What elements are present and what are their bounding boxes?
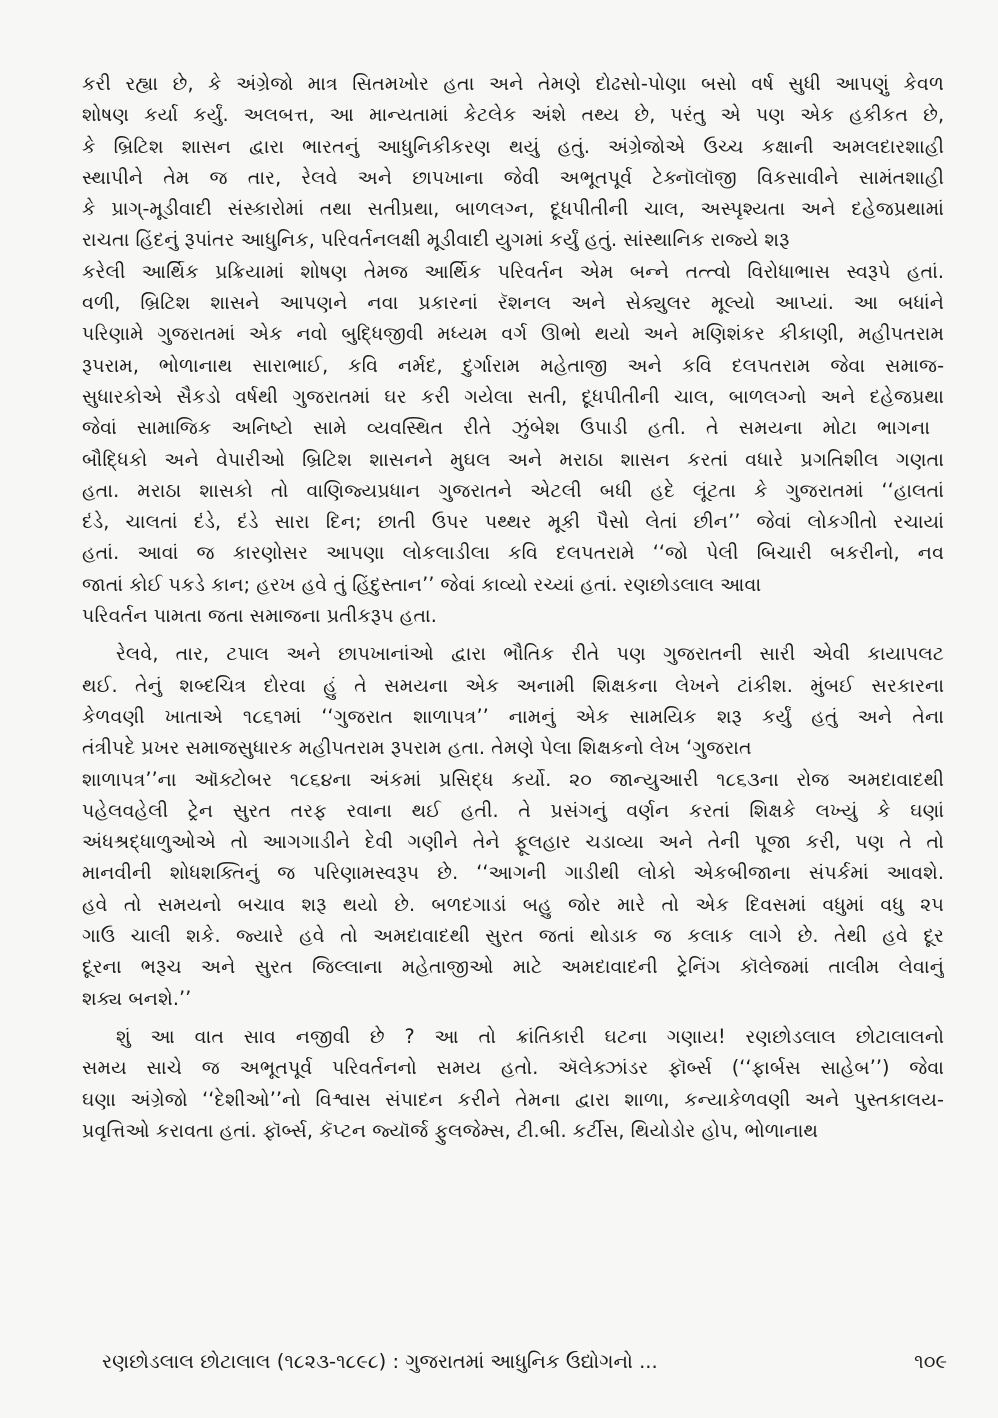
text-line: હતા. મરાઠા શાસકો તો વાણિજ્યપ્રધાન ગુજરાતને એટલી બધી હદે લૂંટતા કે ગુજરાતમાં ‘‘હાલતાં (82, 478, 944, 502)
text-line: તંત્રીપદે પ્રખર સમાજસુધારક મહીપતરામ રૂપરામ હતા. તેમણે પેલા શિક્ષકનો લેખ ‘ગુજરાત (82, 736, 752, 760)
paragraph (82, 638, 944, 1014)
text-line: કે પ્રાગ્-મૂડીવાદી સંસ્કારોમાં તથા સતીપ્રથા, બાળલગ્ન, દૂધપીતીની ચાલ, અસ્પૃશ્યતા અને દહેજપ્રથામાં (82, 197, 944, 221)
text-line: પ્રવૃત્તિઓ કરાવતા હતાં. ફૉર્બ્સ, કૅપ્ટન જ્યૉર્જ ફુલજેમ્સ, ટી.બી. કર્ટીસ, થિયોડોર હોપ, ભોળાનાથ (82, 1118, 819, 1142)
text-line: ઘણા અંગ્રેજો ‘‘દેશીઓ’’નો વિશ્વાસ સંપાદન કરીને તેમના દ્વારા શાળા, કન્યાકેળવણી અને પુસ્તકાલય- (82, 1087, 944, 1111)
text-line: જાતાં કોઈ પકડે કાન; હરખ હવે તું હિંદુસ્તાન’’ જેવાં કાવ્યો રચ્યાં હતાં. રણછોડલાલ આવા (82, 572, 762, 596)
paragraph (82, 68, 944, 631)
paragraph (82, 1021, 944, 1146)
text-line: અંધશ્રદ્ધાળુઓએ તો આગગાડીને દેવી ગણીને તેને ફૂલહાર ચડાવ્યા અને તેની પૂજા કરી, પણ તે તો (82, 830, 944, 854)
running-title: રણછોડલાલ છોટાલાલ (૧૮૨૩-૧૮૯૮) : ગુજરાતમાં આધુનિક ઉદ્યોગનો ... (102, 1350, 658, 1373)
text-line: દૂરના ભરૂચ અને સુરત જિલ્લાના મહેતાજીઓ માટે અમદાવાદની ટ્રેનિંગ કૉલેજમાં તાલીમ લેવાનું (82, 955, 944, 979)
text-line: કેળવણી ખાતાએ ૧૮૬૧માં ‘‘ગુજરાત શાળાપત્ર’’ નામનું એક સામયિક શરૂ કર્યું હતું અને તેના (82, 704, 944, 728)
text-line: ગાઉ ચાલી શકે. જ્યારે હવે તો અમદાવાદથી સુરત જતાં થોડાક જ કલાક લાગે છે. તેથી હવે દૂર (82, 924, 944, 948)
text-line: વળી, બ્રિટિશ શાસને આપણને નવા પ્રકારનાં રૅશનલ અને સેક્યુલર મૂલ્યો આપ્યાં. આ બધાંને (82, 291, 944, 315)
page-number: ૧૦૯ (914, 1350, 947, 1373)
text-line: પરિણામે ગુજરાતમાં એક નવો બુદ્ધિજીવી મધ્યમ વર્ગ ઊભો થયો અને મણિશંકર કીકાણી, મહીપતરામ (82, 322, 944, 346)
text-line: સમય સાચે જ અભૂતપૂર્વ પરિવર્તનનો સમય હતો. ઍલેક્ઝાંડર ફૉર્બ્સ (‘‘ફાર્બસ સાહેબ’’) જેવા (82, 1056, 944, 1080)
text-line: શોષણ કર્યા કર્યું. અલબત્ત, આ માન્યતામાં કેટલેક અંશે તથ્ય છે, પરંતુ એ પણ એક હકીકત છે, (82, 103, 944, 127)
text-line: શું આ વાત સાવ નજીવી છે ? આ તો ક્રાંતિકારી ઘટના ગણાય! રણછોડલાલ છોટાલાલનો (116, 1024, 944, 1048)
text-line: હતાં. આવાં જ કારણોસર આપણા લોકલાડીલા કવિ દલપતરામે ‘‘જો પેલી બિચારી બકરીનો, નવ (82, 541, 944, 565)
text-line: થઈ. તેનું શબ્દચિત્ર દોરવા હું તે સમયના એક અનામી શિક્ષકના લેખને ટાંકીશ. મુંબઈ સરકારના (82, 673, 944, 697)
text-line: રૂપરામ, ભોળાનાથ સારાભાઈ, કવિ નર્મદ, દુર્ગારામ મહેતાજી અને કવિ દલપતરામ જેવા સમાજ- (82, 353, 944, 377)
text-line: શાળાપત્ર’’ના ઑક્ટોબર ૧૮૬૪ના અંકમાં પ્રસિદ્ધ કર્યો. ૨૦ જાન્યુઆરી ૧૮૬૩ના રોજ અમદાવાદથી (82, 767, 944, 791)
text-line: જેવાં સામાજિક અનિષ્ટો સામે વ્યવસ્થિત રીતે ઝુંબેશ ઉપાડી હતી. તે સમયના મોટા ભાગના (82, 416, 931, 440)
text-line: માનવીની શોધશક્તિનું જ પરિણામસ્વરૂપ છે. ‘‘આગની ગાડીથી લોકો એકબીજાના સંપર્કમાં આવશે. (82, 861, 944, 885)
text-line: બૌદ્ધિકો અને વેપારીઓ બ્રિટિશ શાસનને મુઘલ અને મરાઠા શાસન કરતાં વધારે પ્રગતિશીલ ગણતા (82, 447, 944, 471)
text-line: હવે તો સમયનો બચાવ શરૂ થયો છે. બળદગાડાં બહુ જોર મારે તો એક દિવસમાં વધુમાં વધુ ૨૫ (82, 892, 944, 916)
body-text (82, 68, 944, 1146)
text-line: રાચતા હિંદનું રૂપાંતર આધુનિક, પરિવર્તનલક્ષી મૂડીવાદી યુગમાં કર્યું હતું. સાંસ્થાનિક રાજ્યે શરૂ (82, 228, 790, 252)
text-line: શક્ય બનશે.’’ (82, 986, 192, 1010)
text-line: કે બ્રિટિશ શાસન દ્વારા ભારતનું આધુનિકીકરણ થયું હતું. અંગ્રેજોએ ઉચ્ચ કક્ષાની અમલદારશાહી (82, 134, 944, 158)
text-line: કરી રહ્યા છે, કે અંગ્રેજો માત્ર સિતમખોર હતા અને તેમણે દોઢસો-પોણા બસો વર્ષ સુધી આપણું કેવળ (82, 72, 944, 95)
text-line: દંડે, ચાલતાં દંડે, દંડે સારા દિન; છાતી ઉપર પથ્થર મૂકી પૈસો લેતાં છીન’’ જેવાં લોકગીતો રચાયાં (82, 510, 944, 534)
text-line: કરેલી આર્થિક પ્રક્રિયામાં શોષણ તેમજ આર્થિક પરિવર્તન એમ બન્ને તત્ત્વો વિરોધાભાસ સ્વરૂપે હતાં. (82, 259, 944, 283)
text-line: પરિવર્તન પામતા જતા સમાજના પ્રતીકરૂપ હતા. (82, 604, 437, 628)
text-line: સ્થાપીને તેમ જ તાર, રેલવે અને છાપખાના જેવી અભૂતપૂર્વ ટેક્નૉલૉજી વિકસાવીને સામંતશાહી (82, 165, 944, 189)
page-footer (102, 1345, 947, 1379)
text-line: રેલવે, તાર, ટપાલ અને છાપખાનાંઓ દ્વારા ભૌતિક રીતે પણ ગુજરાતની સારી એવી કાયાપલટ (116, 642, 944, 666)
text-line: પહેલવહેલી ટ્રેન સુરત તરફ રવાના થઈ હતી. તે પ્રસંગનું વર્ણન કરતાં શિક્ષકે લખ્યું કે ઘણાં (82, 798, 944, 822)
text-line: સુધારકોએ સૈકડો વર્ષથી ગુજરાતમાં ઘર કરી ગયેલા સતી, દૂધપીતીની ચાલ, બાળલગ્નો અને દહેજપ્રથા (82, 384, 944, 408)
